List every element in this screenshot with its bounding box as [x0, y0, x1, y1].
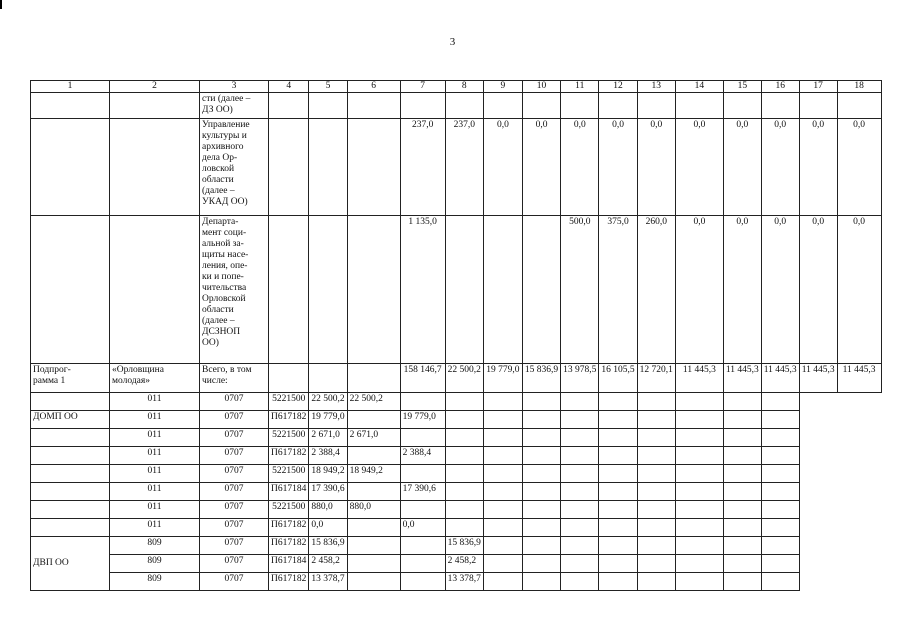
- value-cell: [675, 537, 723, 555]
- value-cell: [723, 519, 761, 537]
- total-label: Всего, в том числе:: [200, 364, 269, 393]
- total-cell: 19 779,0: [483, 364, 522, 393]
- value-cell: [637, 573, 675, 591]
- col-header: 17: [799, 81, 837, 93]
- total-cell: 15 836,9: [522, 364, 560, 393]
- value-cell: [675, 573, 723, 591]
- value-cell: [761, 537, 799, 555]
- code-cell: П617184: [269, 483, 309, 501]
- value-cell: [561, 429, 599, 447]
- value-cell: [522, 216, 560, 364]
- executor-empty: [31, 447, 110, 465]
- total-cell: 11 445,3: [837, 364, 881, 393]
- value-cell: 2 458,2: [445, 555, 483, 573]
- col-header: 3: [200, 81, 269, 93]
- value-cell: 2 388,4: [309, 447, 347, 465]
- value-cell: 0,0: [309, 519, 347, 537]
- col-header: 18: [837, 81, 881, 93]
- code-cell: П617184: [269, 555, 309, 573]
- code-cell: 5221500: [269, 393, 309, 411]
- col-header: 11: [561, 81, 599, 93]
- code-cell: 5221500: [269, 429, 309, 447]
- value-cell: [637, 429, 675, 447]
- value-cell: [675, 555, 723, 573]
- executor-dsznop: Департа- мент соци- альной за- щиты насе- ления, опе- ки и попе- чительства Орловской области (далее – ДСЗНОП ОО): [200, 216, 269, 364]
- value-cell: 0,0: [799, 119, 837, 216]
- table-row-subprogram-total: [31, 364, 882, 393]
- value-cell: [761, 501, 799, 519]
- executor-empty: [31, 429, 110, 447]
- code-cell: 011: [110, 501, 200, 519]
- code-cell: П617182: [269, 447, 309, 465]
- value-cell: 18 949,2: [347, 465, 400, 483]
- code-cell: 0707: [200, 573, 269, 591]
- value-cell: 15 836,9: [445, 537, 483, 555]
- value-cell: [761, 411, 799, 429]
- executor-empty: [31, 519, 110, 537]
- value-cell: [723, 501, 761, 519]
- value-cell: [347, 573, 400, 591]
- value-cell: [483, 411, 522, 429]
- code-cell: 0707: [200, 429, 269, 447]
- value-cell: [723, 411, 761, 429]
- value-cell: [522, 429, 560, 447]
- value-cell: 0,0: [837, 119, 881, 216]
- value-cell: [561, 483, 599, 501]
- value-cell: [723, 537, 761, 555]
- value-cell: 0,0: [637, 119, 675, 216]
- value-cell: 18 949,2: [309, 465, 347, 483]
- value-cell: [599, 501, 637, 519]
- col-header: 16: [761, 81, 799, 93]
- value-cell: [675, 411, 723, 429]
- value-cell: [561, 537, 599, 555]
- value-cell: [522, 501, 560, 519]
- table-row-ukad: [31, 119, 882, 216]
- total-cell: 22 500,2: [445, 364, 483, 393]
- total-cell: 158 146,7: [400, 364, 445, 393]
- value-cell: [599, 573, 637, 591]
- executor-empty: [31, 393, 110, 411]
- code-cell: 0707: [200, 537, 269, 555]
- value-cell: [400, 573, 445, 591]
- value-cell: 2 388,4: [400, 447, 445, 465]
- value-cell: 1 135,0: [400, 216, 445, 364]
- value-cell: [400, 537, 445, 555]
- executor-label: ДВП ОО: [31, 537, 110, 591]
- code-cell: 011: [110, 519, 200, 537]
- value-cell: [761, 429, 799, 447]
- value-cell: [400, 429, 445, 447]
- value-cell: 237,0: [445, 119, 483, 216]
- value-cell: [347, 411, 400, 429]
- value-cell: [561, 465, 599, 483]
- value-cell: [522, 573, 560, 591]
- value-cell: [445, 393, 483, 411]
- total-cell: 13 978,5: [561, 364, 599, 393]
- value-cell: [675, 465, 723, 483]
- value-cell: [599, 411, 637, 429]
- value-cell: 0,0: [723, 216, 761, 364]
- value-cell: [723, 393, 761, 411]
- total-cell: 11 445,3: [723, 364, 761, 393]
- value-cell: [599, 519, 637, 537]
- value-cell: [675, 447, 723, 465]
- value-cell: [522, 411, 560, 429]
- total-cell: 11 445,3: [761, 364, 799, 393]
- value-cell: [599, 429, 637, 447]
- value-cell: [761, 447, 799, 465]
- value-cell: 17 390,6: [400, 483, 445, 501]
- col-header: 2: [110, 81, 200, 93]
- value-cell: [761, 393, 799, 411]
- value-cell: [483, 501, 522, 519]
- value-cell: [637, 555, 675, 573]
- column-number-row: [31, 81, 882, 93]
- value-cell: [675, 501, 723, 519]
- table-row: [31, 429, 882, 447]
- code-cell: 0707: [200, 447, 269, 465]
- value-cell: [599, 393, 637, 411]
- value-cell: [561, 411, 599, 429]
- col-header: 9: [483, 81, 522, 93]
- code-cell: П617182: [269, 537, 309, 555]
- value-cell: 15 836,9: [309, 537, 347, 555]
- value-cell: [483, 216, 522, 364]
- table-row-dsznop: [31, 216, 882, 364]
- col-header: 12: [599, 81, 637, 93]
- scan-edge-mark: [0, 0, 2, 9]
- value-cell: [400, 555, 445, 573]
- value-cell: [723, 429, 761, 447]
- value-cell: 2 458,2: [309, 555, 347, 573]
- value-cell: [761, 573, 799, 591]
- value-cell: [522, 537, 560, 555]
- value-cell: [637, 465, 675, 483]
- budget-table: [30, 80, 882, 591]
- value-cell: [400, 501, 445, 519]
- code-cell: 0707: [200, 555, 269, 573]
- code-cell: 0707: [200, 393, 269, 411]
- total-cell: 12 720,1: [637, 364, 675, 393]
- value-cell: [483, 465, 522, 483]
- col-header: 1: [31, 81, 110, 93]
- value-cell: 19 779,0: [309, 411, 347, 429]
- value-cell: [483, 573, 522, 591]
- value-cell: 0,0: [483, 119, 522, 216]
- total-cell: 16 105,5: [599, 364, 637, 393]
- value-cell: [522, 555, 560, 573]
- value-cell: [637, 447, 675, 465]
- value-cell: [347, 483, 400, 501]
- value-cell: [522, 519, 560, 537]
- value-cell: [400, 465, 445, 483]
- code-cell: П617182: [269, 519, 309, 537]
- col-header: 6: [347, 81, 400, 93]
- executor-empty: [31, 465, 110, 483]
- value-cell: [483, 483, 522, 501]
- value-cell: [723, 483, 761, 501]
- code-cell: 5221500: [269, 465, 309, 483]
- value-cell: [445, 447, 483, 465]
- value-cell: 375,0: [599, 216, 637, 364]
- subprogram-title: Подпрог- рамма 1: [31, 364, 110, 393]
- value-cell: [483, 537, 522, 555]
- col-header: 14: [675, 81, 723, 93]
- value-cell: [347, 537, 400, 555]
- value-cell: 0,0: [561, 119, 599, 216]
- value-cell: [761, 465, 799, 483]
- value-cell: [761, 555, 799, 573]
- value-cell: 0,0: [675, 119, 723, 216]
- executor-dz: сти (далее – ДЗ ОО): [200, 93, 269, 119]
- value-cell: 260,0: [637, 216, 675, 364]
- value-cell: 500,0: [561, 216, 599, 364]
- code-cell: 0707: [200, 483, 269, 501]
- value-cell: [675, 519, 723, 537]
- value-cell: [637, 483, 675, 501]
- value-cell: [347, 555, 400, 573]
- col-header: 13: [637, 81, 675, 93]
- value-cell: 13 378,7: [309, 573, 347, 591]
- value-cell: [675, 429, 723, 447]
- value-cell: 0,0: [761, 119, 799, 216]
- code-cell: П617182: [269, 411, 309, 429]
- col-header: 7: [400, 81, 445, 93]
- value-cell: [483, 555, 522, 573]
- table-row-dz: [31, 93, 882, 119]
- code-cell: 011: [110, 483, 200, 501]
- value-cell: [637, 411, 675, 429]
- value-cell: 19 779,0: [400, 411, 445, 429]
- value-cell: 0,0: [761, 216, 799, 364]
- table-row: [31, 483, 882, 501]
- value-cell: [522, 393, 560, 411]
- col-header: 8: [445, 81, 483, 93]
- value-cell: [675, 393, 723, 411]
- code-cell: 809: [110, 537, 200, 555]
- value-cell: [599, 555, 637, 573]
- value-cell: [723, 465, 761, 483]
- value-cell: [445, 501, 483, 519]
- code-cell: 011: [110, 393, 200, 411]
- table-row: [31, 537, 882, 555]
- value-cell: 0,0: [799, 216, 837, 364]
- value-cell: 2 671,0: [309, 429, 347, 447]
- value-cell: 0,0: [723, 119, 761, 216]
- col-header: 15: [723, 81, 761, 93]
- value-cell: [483, 519, 522, 537]
- table-row: [31, 573, 882, 591]
- table-row: [31, 393, 882, 411]
- total-cell: 11 445,3: [675, 364, 723, 393]
- value-cell: [445, 483, 483, 501]
- value-cell: [483, 393, 522, 411]
- code-cell: 809: [110, 573, 200, 591]
- value-cell: 880,0: [347, 501, 400, 519]
- value-cell: [347, 447, 400, 465]
- code-cell: 011: [110, 447, 200, 465]
- value-cell: [561, 393, 599, 411]
- value-cell: [561, 555, 599, 573]
- code-cell: 5221500: [269, 501, 309, 519]
- value-cell: 880,0: [309, 501, 347, 519]
- executor-empty: [31, 483, 110, 501]
- code-cell: 0707: [200, 501, 269, 519]
- subprogram-name: «Орловщина молодая»: [110, 364, 200, 393]
- table-row: [31, 501, 882, 519]
- value-cell: 22 500,2: [309, 393, 347, 411]
- value-cell: 0,0: [522, 119, 560, 216]
- executor-label: ДОМП ОО: [31, 411, 110, 429]
- col-header: 4: [269, 81, 309, 93]
- value-cell: [483, 447, 522, 465]
- value-cell: [347, 519, 400, 537]
- col-header: 10: [522, 81, 560, 93]
- value-cell: [445, 216, 483, 364]
- value-cell: [561, 519, 599, 537]
- value-cell: [637, 537, 675, 555]
- value-cell: [675, 483, 723, 501]
- table-row: [31, 411, 882, 429]
- value-cell: [400, 393, 445, 411]
- table-row: [31, 447, 882, 465]
- code-cell: 011: [110, 411, 200, 429]
- page-number: 3: [449, 36, 456, 48]
- value-cell: [761, 519, 799, 537]
- executor-empty: [31, 501, 110, 519]
- table-row: [31, 519, 882, 537]
- code-cell: 0707: [200, 411, 269, 429]
- value-cell: [561, 447, 599, 465]
- value-cell: [723, 555, 761, 573]
- value-cell: [637, 393, 675, 411]
- value-cell: [483, 429, 522, 447]
- value-cell: 13 378,7: [445, 573, 483, 591]
- value-cell: 237,0: [400, 119, 445, 216]
- value-cell: [637, 519, 675, 537]
- value-cell: [445, 465, 483, 483]
- value-cell: [723, 447, 761, 465]
- value-cell: [599, 537, 637, 555]
- value-cell: [723, 573, 761, 591]
- value-cell: [599, 447, 637, 465]
- value-cell: [522, 483, 560, 501]
- value-cell: [522, 465, 560, 483]
- total-cell: 11 445,3: [799, 364, 837, 393]
- value-cell: [561, 501, 599, 519]
- executor-ukad: Управление культуры и архивного дела Ор- ловской области (далее – УКАД ОО): [200, 119, 269, 216]
- col-header: 5: [309, 81, 347, 93]
- value-cell: [599, 483, 637, 501]
- value-cell: 0,0: [837, 216, 881, 364]
- value-cell: 0,0: [599, 119, 637, 216]
- value-cell: [561, 573, 599, 591]
- table-row: [31, 555, 882, 573]
- value-cell: [445, 519, 483, 537]
- code-cell: 0707: [200, 519, 269, 537]
- value-cell: 0,0: [675, 216, 723, 364]
- value-cell: 17 390,6: [309, 483, 347, 501]
- value-cell: 0,0: [400, 519, 445, 537]
- code-cell: П617182: [269, 573, 309, 591]
- value-cell: [445, 411, 483, 429]
- code-cell: 011: [110, 429, 200, 447]
- value-cell: [599, 465, 637, 483]
- table-row: [31, 465, 882, 483]
- value-cell: [637, 501, 675, 519]
- value-cell: 2 671,0: [347, 429, 400, 447]
- code-cell: 809: [110, 555, 200, 573]
- code-cell: 0707: [200, 465, 269, 483]
- value-cell: [522, 447, 560, 465]
- value-cell: [761, 483, 799, 501]
- value-cell: [445, 429, 483, 447]
- code-cell: 011: [110, 465, 200, 483]
- value-cell: 22 500,2: [347, 393, 400, 411]
